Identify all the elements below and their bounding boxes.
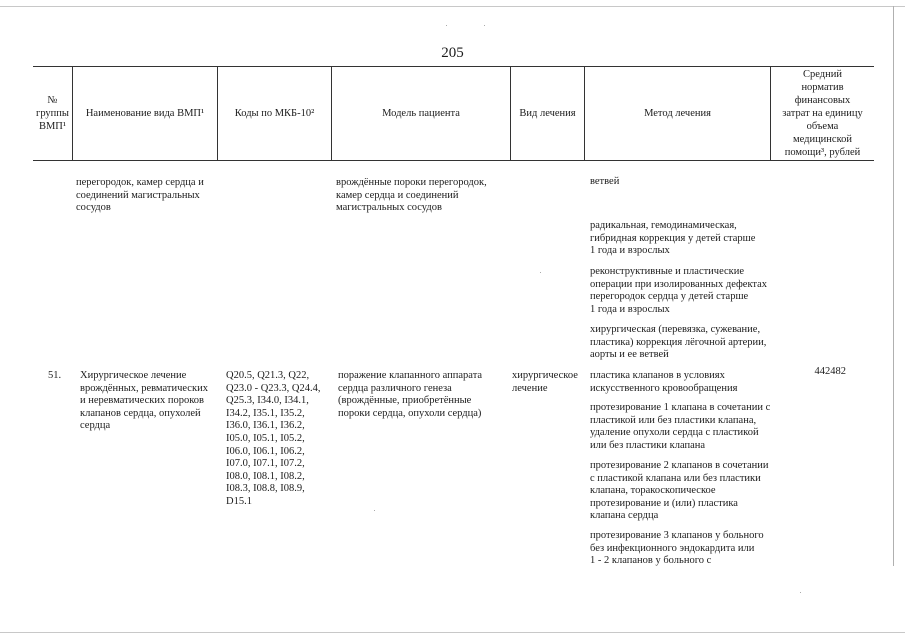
scan-right-edge <box>893 6 894 566</box>
row51-method-1: пластика клапанов в условиях искусственного кровообращения <box>590 370 738 394</box>
continued-method-3: реконструктивные и пластические операции при изолированных дефектах перегородок сердца у детей старше 1 года и взрослых <box>590 266 768 315</box>
scan-speck <box>374 510 375 511</box>
continued-patient-model: врождённые пороки перегородок, камер сердца и соединений магистральных сосудов <box>336 177 487 214</box>
row51-vmp-name: Хирургическое лечение врождённых, ревматических и неревматических пороков клапанов сердца, опухолей сердца <box>80 370 208 432</box>
row51-icd-codes: Q20.5, Q21.3, Q22, Q23.0 - Q23.3, Q24.4, Q25.3, I34.0, I34.1, I34.2, I35.1, I35.2, I36.0, I36.1, I36.2, I05.0, I05.1, I05.2, I06.0, I06.1, I06.2, I07.0, I07.1, I07.2, I08.0, I08.1, I08.2, I08.3, I08.8, I08.9, D15.1 <box>226 370 321 507</box>
scan-speck <box>484 25 485 26</box>
header-treatment-type: Вид лечения <box>519 107 576 119</box>
continued-method-1: ветвей <box>590 176 620 187</box>
row51-method-2: протезирование 1 клапана в сочетании с пластикой или без пластики клапана, удаление опухоли сердца с пластикой или без пластики клапана <box>590 402 771 451</box>
header-vmp-name: Наименование вида ВМП¹ <box>85 107 205 119</box>
header-bottom-rule <box>33 160 874 161</box>
scan-bottom-edge <box>0 632 905 633</box>
header-icd-codes: Коды по МКБ-10² <box>234 107 315 119</box>
row51-patient-model: поражение клапанного аппарата сердца различного генеза (врождённые, приобретённые пороки сердца, опухоли сердца) <box>338 370 483 419</box>
scan-speck <box>800 592 801 593</box>
row51-group-number: 51. <box>48 370 62 381</box>
continued-vmp-name: перегородок, камер сердца и соединений магистральных сосудов <box>76 177 204 214</box>
header-average-cost: Средний норматив финансовых затрат на единицу объема медицинской помощи³, рублей <box>782 68 863 158</box>
scan-speck <box>446 25 447 26</box>
continued-method-2: радикальная, гемодинамическая, гибридная коррекция у детей старше 1 года и взрослых <box>590 220 756 257</box>
header-patient-model: Модель пациента <box>382 107 460 119</box>
header-treatment-method: Метод лечения <box>644 107 711 119</box>
page-number: 205 <box>441 45 464 61</box>
continued-method-4: хирургическая (перевязка, сужевание, пластика) коррекция лёгочной артерии, аорты и ее ветвей <box>590 324 767 361</box>
scan-speck <box>540 272 541 273</box>
row51-method-4: протезирование 3 клапанов у больного без инфекционного эндокардита или 1 - 2 клапанов у больного с <box>590 530 764 567</box>
row51-method-3: протезирование 2 клапанов в сочетании с пластикой клапана или без пластики клапана, торакоскопическое протезирование и (или) пластика клапана сердца <box>590 460 769 522</box>
row51-average-cost: 442482 <box>814 366 846 377</box>
header-group-number: № группы ВМП¹ <box>36 94 69 132</box>
row51-treatment-type: хирургическое лечение <box>512 370 578 394</box>
scan-top-edge <box>0 6 905 7</box>
